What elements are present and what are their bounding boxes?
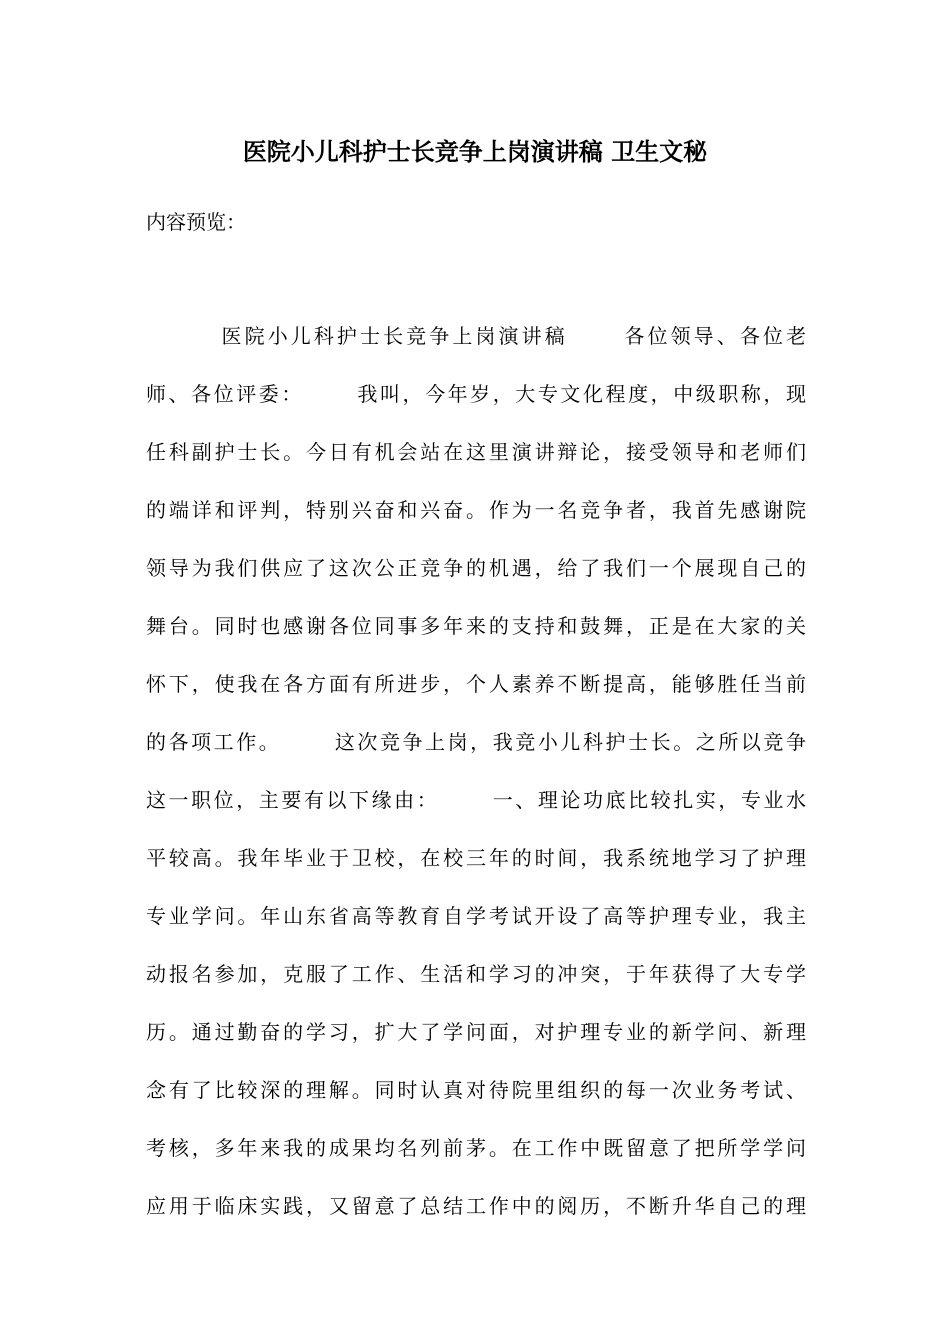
document-body [146, 314, 806, 1242]
content-preview-label: 内容预览： [146, 210, 246, 234]
body-line-7: 怀下，使我在各方面有所进步，个人素养不断提高，能够胜任当前 [146, 672, 806, 696]
body-line-12: 动报名参加，克服了工作、生活和学习的冲突，于年获得了大专学 [146, 962, 806, 986]
body-line-3: 任科副护士长。今日有机会站在这里演讲辩论，接受领导和老师们 [146, 440, 806, 464]
body-line-14: 念有了比较深的理解。同时认真对待院里组织的每一次业务考试、 [146, 1078, 806, 1102]
body-line-10: 平较高。我年毕业于卫校，在校三年的时间，我系统地学习了护理 [146, 846, 806, 870]
body-line-11: 专业学问。年山东省高等教育自学考试开设了高等护理专业，我主 [146, 904, 806, 928]
body-line-5: 领导为我们供应了这次公正竞争的机遇，给了我们一个展现自己的 [146, 556, 806, 580]
body-line-6: 舞台。同时也感谢各位同事多年来的支持和鼓舞，正是在大家的关 [146, 614, 806, 638]
body-line-9: 这一职位，主要有以下缘由： 一、理论功底比较扎实，专业水 [146, 788, 806, 812]
body-line-13: 历。通过勤奋的学习，扩大了学问面，对护理专业的新学问、新理 [146, 1020, 806, 1044]
body-line-1: 医院小儿科护士长竞争上岗演讲稿 各位领导、各位老 [146, 324, 806, 348]
document-title: 医院小儿科护士长竞争上岗演讲稿 卫生文秘 [242, 138, 708, 166]
body-line-15: 考核，多年来我的成果均名列前茅。在工作中既留意了把所学学问 [146, 1136, 806, 1160]
body-line-8: 的各项工作。 这次竞争上岗，我竞小儿科护士长。之所以竞争 [146, 730, 806, 754]
body-line-4: 的端详和评判，特别兴奋和兴奋。作为一名竞争者，我首先感谢院 [146, 498, 806, 522]
body-line-2: 师、各位评委： 我叫，今年岁，大专文化程度，中级职称，现 [146, 382, 806, 406]
body-line-16: 应用于临床实践，又留意了总结工作中的阅历，不断升华自己的理 [146, 1194, 806, 1218]
